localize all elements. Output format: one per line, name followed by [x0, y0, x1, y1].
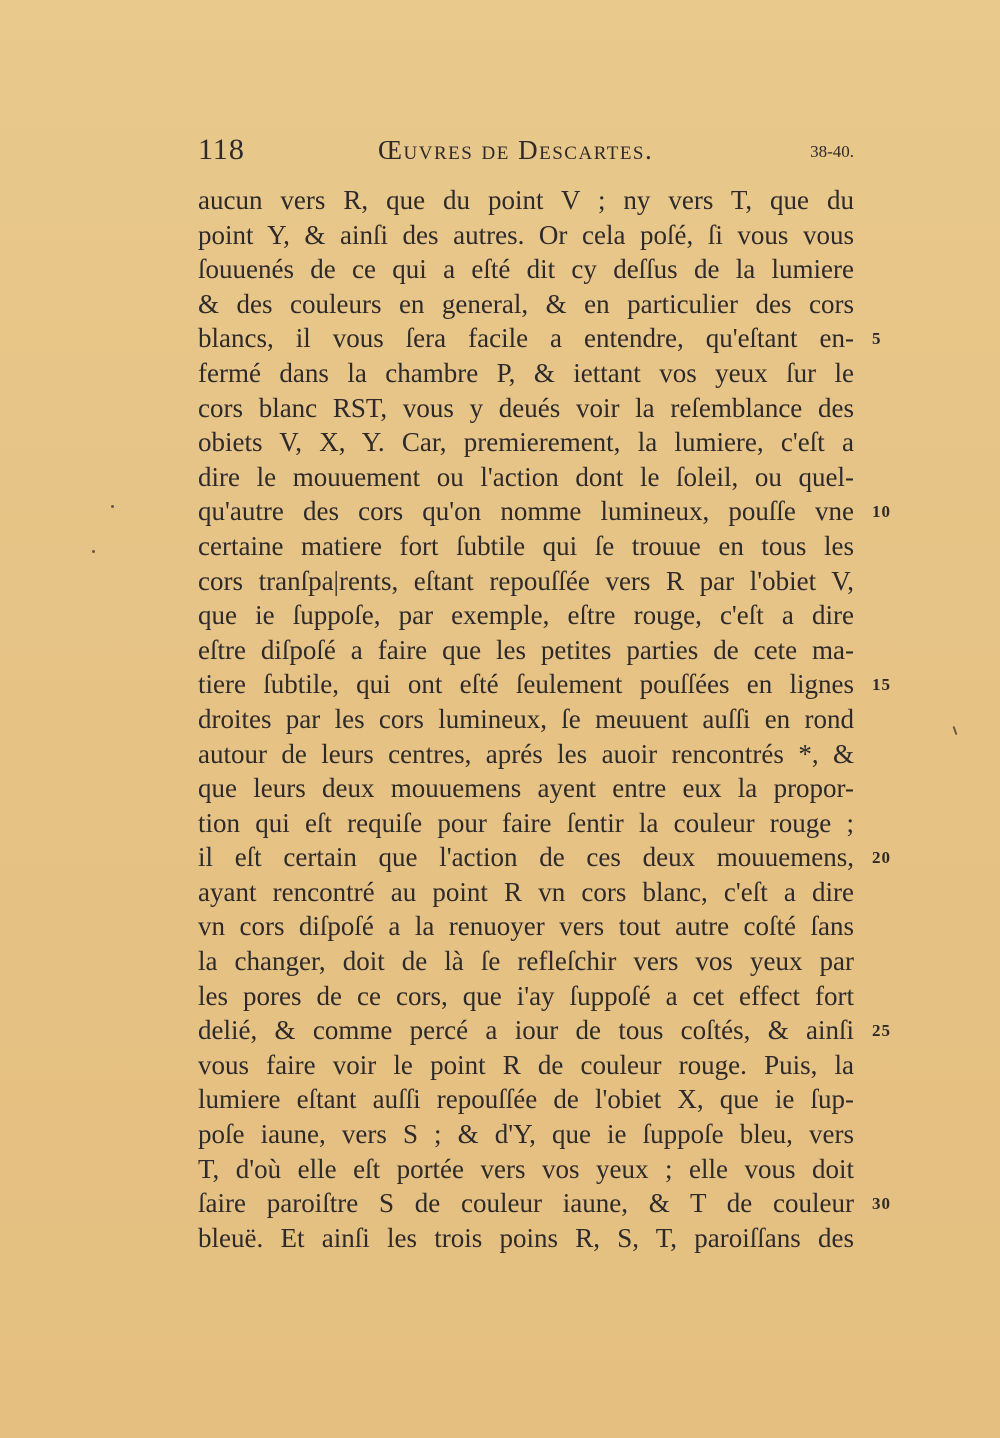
- text-line: ſouuenés de ce qui a eſté dit cy deſſus de la lumiere: [198, 254, 854, 285]
- text-line: blancs, il vous ſera facile a entendre, qu'eſtant en-: [198, 323, 854, 354]
- text-line: cors blanc RST, vous y deués voir la reſemblance des: [198, 392, 854, 423]
- text-line: tion qui eſt requiſe pour faire ſentir la couleur rouge ;: [198, 807, 854, 838]
- text-line: aucun vers R, que du point V ; ny vers T, que du: [198, 185, 854, 215]
- text-line: la changer, doit de là ſe refleſchir vers vos yeux par: [198, 946, 854, 977]
- text-line: tiere ſubtile, qui ont eſté ſeulement pouſſées en lignes: [198, 669, 854, 700]
- text-line: droites par les cors lumineux, ſe meuuent auſſi en rond: [198, 703, 854, 734]
- text-line: autour de leurs centres, aprés les auoir rencontrés *, &: [198, 738, 854, 769]
- text-line: les pores de ce cors, que i'ay ſuppoſé a cet effect fort: [198, 980, 854, 1011]
- text-line: lumiere eſtant auſſi repouſſée de l'obiet X, que ie ſup-: [198, 1084, 854, 1115]
- text-line: T, d'où elle eſt portée vers vos yeux ; elle vous doit: [198, 1153, 854, 1184]
- margin-line-number: 10: [872, 502, 891, 522]
- page-number: 118: [198, 133, 245, 166]
- text-line: ſaire paroiſtre S de couleur iaune, & T de couleur: [198, 1188, 854, 1219]
- text-line: vn cors diſpoſé a la renuoyer vers tout autre coſté ſans: [198, 911, 854, 942]
- text-line: delié, & comme percé a iour de tous coſtés, & ainſi: [198, 1015, 854, 1046]
- page-header: [198, 133, 854, 169]
- text-line: & des couleurs en general, & en particulier des cors: [198, 288, 854, 319]
- margin-line-number: 20: [872, 848, 891, 868]
- text-line: obiets V, X, Y. Car, premierement, la lumiere, c'eſt a: [198, 427, 854, 458]
- text-line: point Y, & ainſi des autres. Or cela poſé, ſi vous vous: [198, 219, 854, 250]
- text-line: poſe iaune, vers S ; & d'Y, que ie ſuppoſe bleu, vers: [198, 1119, 854, 1150]
- body-text: [198, 183, 854, 1255]
- text-line: ayant rencontré au point R vn cors blanc, c'eſt a dire: [198, 876, 854, 907]
- margin-line-number: 30: [872, 1194, 891, 1214]
- text-line: certaine matiere fort ſubtile qui ſe trouue en tous les: [198, 530, 854, 561]
- paper-speck: [92, 550, 95, 553]
- text-line: que ie ſuppoſe, par exemple, eſtre rouge, c'eſt a dire: [198, 600, 854, 631]
- text-line: cors tranſpa|rents, eſtant repouſſée vers R par l'obiet V,: [198, 565, 854, 596]
- text-line: fermé dans la chambre P, & iettant vos yeux ſur le: [198, 357, 854, 388]
- margin-line-number: 15: [872, 675, 891, 695]
- text-line: dire le mouuement ou l'action dont le ſoleil, ou quel-: [198, 461, 854, 492]
- margin-line-number: 5: [872, 329, 882, 349]
- running-title: Œuvres de Descartes.: [378, 135, 654, 165]
- text-line: que leurs deux mouuemens ayent entre eux la propor-: [198, 773, 854, 804]
- text-line: eſtre diſpoſé a faire que les petites parties de cete ma-: [198, 634, 854, 665]
- paper-speck: [111, 505, 114, 508]
- page-reference: 38-40.: [810, 142, 854, 161]
- text-line: bleuë. Et ainſi les trois poins R, S, T, paroiſſans des: [198, 1222, 854, 1253]
- text-line: qu'autre des cors qu'on nomme lumineux, pouſſe vne: [198, 496, 854, 527]
- margin-line-number: 25: [872, 1021, 891, 1041]
- text-line: il eſt certain que l'action de ces deux mouuemens,: [198, 842, 854, 873]
- text-line: vous faire voir le point R de couleur rouge. Puis, la: [198, 1049, 854, 1080]
- paper-speck: [953, 726, 958, 735]
